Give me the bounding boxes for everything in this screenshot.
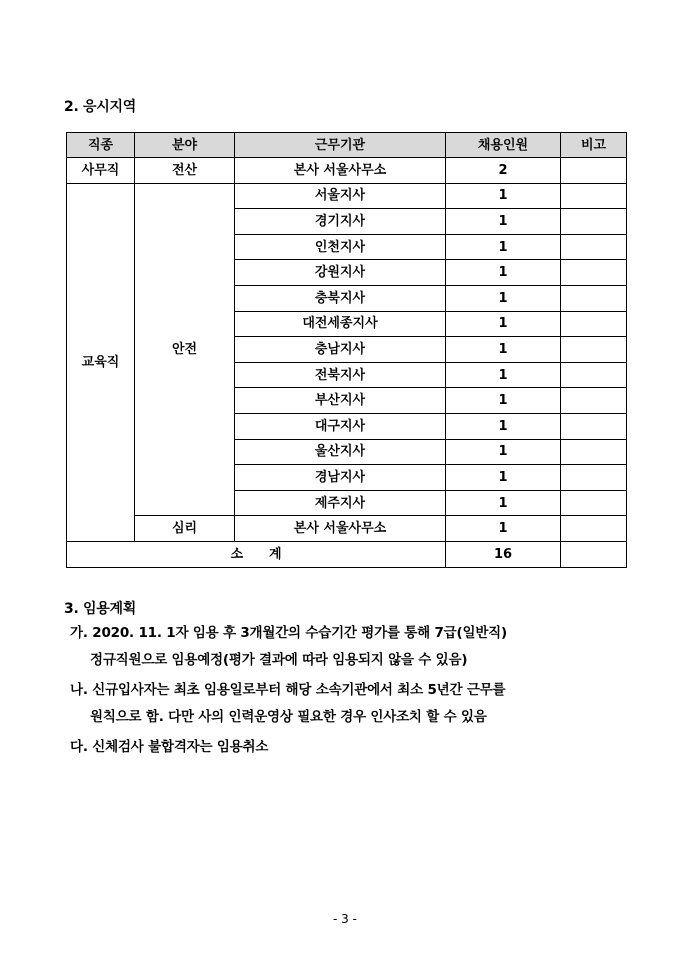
header-field: 분야	[135, 133, 235, 158]
cell-note	[561, 234, 627, 260]
cell-org: 충북지사	[235, 285, 446, 311]
header-hire-count: 채용인원	[446, 133, 561, 158]
cell-org: 서울지사	[235, 183, 446, 209]
cell-count: 1	[446, 465, 561, 491]
cell-subtotal-label: 소 계	[67, 541, 446, 567]
cell-org: 경남지사	[235, 465, 446, 491]
cell-note	[561, 413, 627, 439]
cell-field-safety: 안전	[135, 183, 235, 516]
cell-count: 1	[446, 260, 561, 286]
header-remarks: 비고	[561, 133, 627, 158]
cell-org-hq: 본사 서울사무소	[235, 158, 446, 184]
cell-note	[561, 158, 627, 184]
cell-org: 충남지사	[235, 337, 446, 363]
table-row	[67, 183, 627, 209]
cell-count: 1	[446, 337, 561, 363]
cell-count: 1	[446, 439, 561, 465]
cell-org: 경기지사	[235, 209, 446, 235]
cell-org-hq: 본사 서울사무소	[235, 516, 446, 542]
cell-org: 제주지사	[235, 490, 446, 516]
cell-org: 인천지사	[235, 234, 446, 260]
recruitment-region-table	[66, 132, 627, 568]
cell-field-it: 전산	[135, 158, 235, 184]
header-job-type: 직종	[67, 133, 135, 158]
cell-note	[561, 516, 627, 542]
cell-org: 울산지사	[235, 439, 446, 465]
cell-note	[561, 465, 627, 491]
cell-count: 1	[446, 362, 561, 388]
cell-count: 1	[446, 311, 561, 337]
cell-note	[561, 285, 627, 311]
cell-note	[561, 388, 627, 414]
plan-item	[70, 620, 650, 674]
plan-item-line: 원칙으로 함. 다만 사의 인력운영상 필요한 경우 인사조치 할 수 있음	[90, 709, 487, 725]
cell-org: 대구지사	[235, 413, 446, 439]
employment-plan-list	[70, 620, 650, 764]
cell-subtotal-count: 16	[446, 541, 561, 567]
plan-item-line: 다. 신체검사 불합격자는 임용취소	[70, 739, 269, 755]
section-2-title: 2. 응시지역	[64, 99, 136, 115]
table-row-office	[67, 158, 627, 184]
cell-count: 1	[446, 285, 561, 311]
cell-count: 1	[446, 413, 561, 439]
cell-org: 대전세종지사	[235, 311, 446, 337]
page-number: - 3 -	[333, 912, 357, 926]
cell-note	[561, 209, 627, 235]
cell-note	[561, 439, 627, 465]
table-row-subtotal	[67, 541, 627, 567]
cell-note	[561, 183, 627, 209]
cell-count: 1	[446, 183, 561, 209]
cell-job-education: 교육직	[67, 183, 135, 541]
cell-count: 1	[446, 209, 561, 235]
cell-org: 전북지사	[235, 362, 446, 388]
cell-count: 2	[446, 158, 561, 184]
cell-count: 1	[446, 234, 561, 260]
cell-count: 1	[446, 490, 561, 516]
cell-count: 1	[446, 388, 561, 414]
plan-item-line: 정규직원으로 임용예정(평가 결과에 따라 임용되지 않을 수 있음)	[90, 652, 468, 668]
cell-note	[561, 490, 627, 516]
cell-note	[561, 260, 627, 286]
section-3-title: 3. 임용계획	[64, 601, 136, 617]
cell-note	[561, 311, 627, 337]
cell-org: 부산지사	[235, 388, 446, 414]
cell-field-psych: 심리	[135, 516, 235, 542]
plan-item-line: 나. 신규입사자는 최초 임용일로부터 해당 소속기관에서 최소 5년간 근무를	[70, 682, 506, 698]
cell-job-office: 사무직	[67, 158, 135, 184]
cell-note	[561, 337, 627, 363]
cell-count: 1	[446, 516, 561, 542]
cell-note	[561, 541, 627, 567]
plan-item-line: 가. 2020. 11. 1자 임용 후 3개월간의 수습기간 평가를 통해 7급(일반직)	[70, 625, 507, 641]
cell-org: 강원지사	[235, 260, 446, 286]
plan-item	[70, 734, 650, 761]
table-row-psych	[67, 516, 627, 542]
table-header-row	[67, 133, 627, 158]
cell-note	[561, 362, 627, 388]
plan-item	[70, 677, 650, 731]
header-workplace: 근무기관	[235, 133, 446, 158]
